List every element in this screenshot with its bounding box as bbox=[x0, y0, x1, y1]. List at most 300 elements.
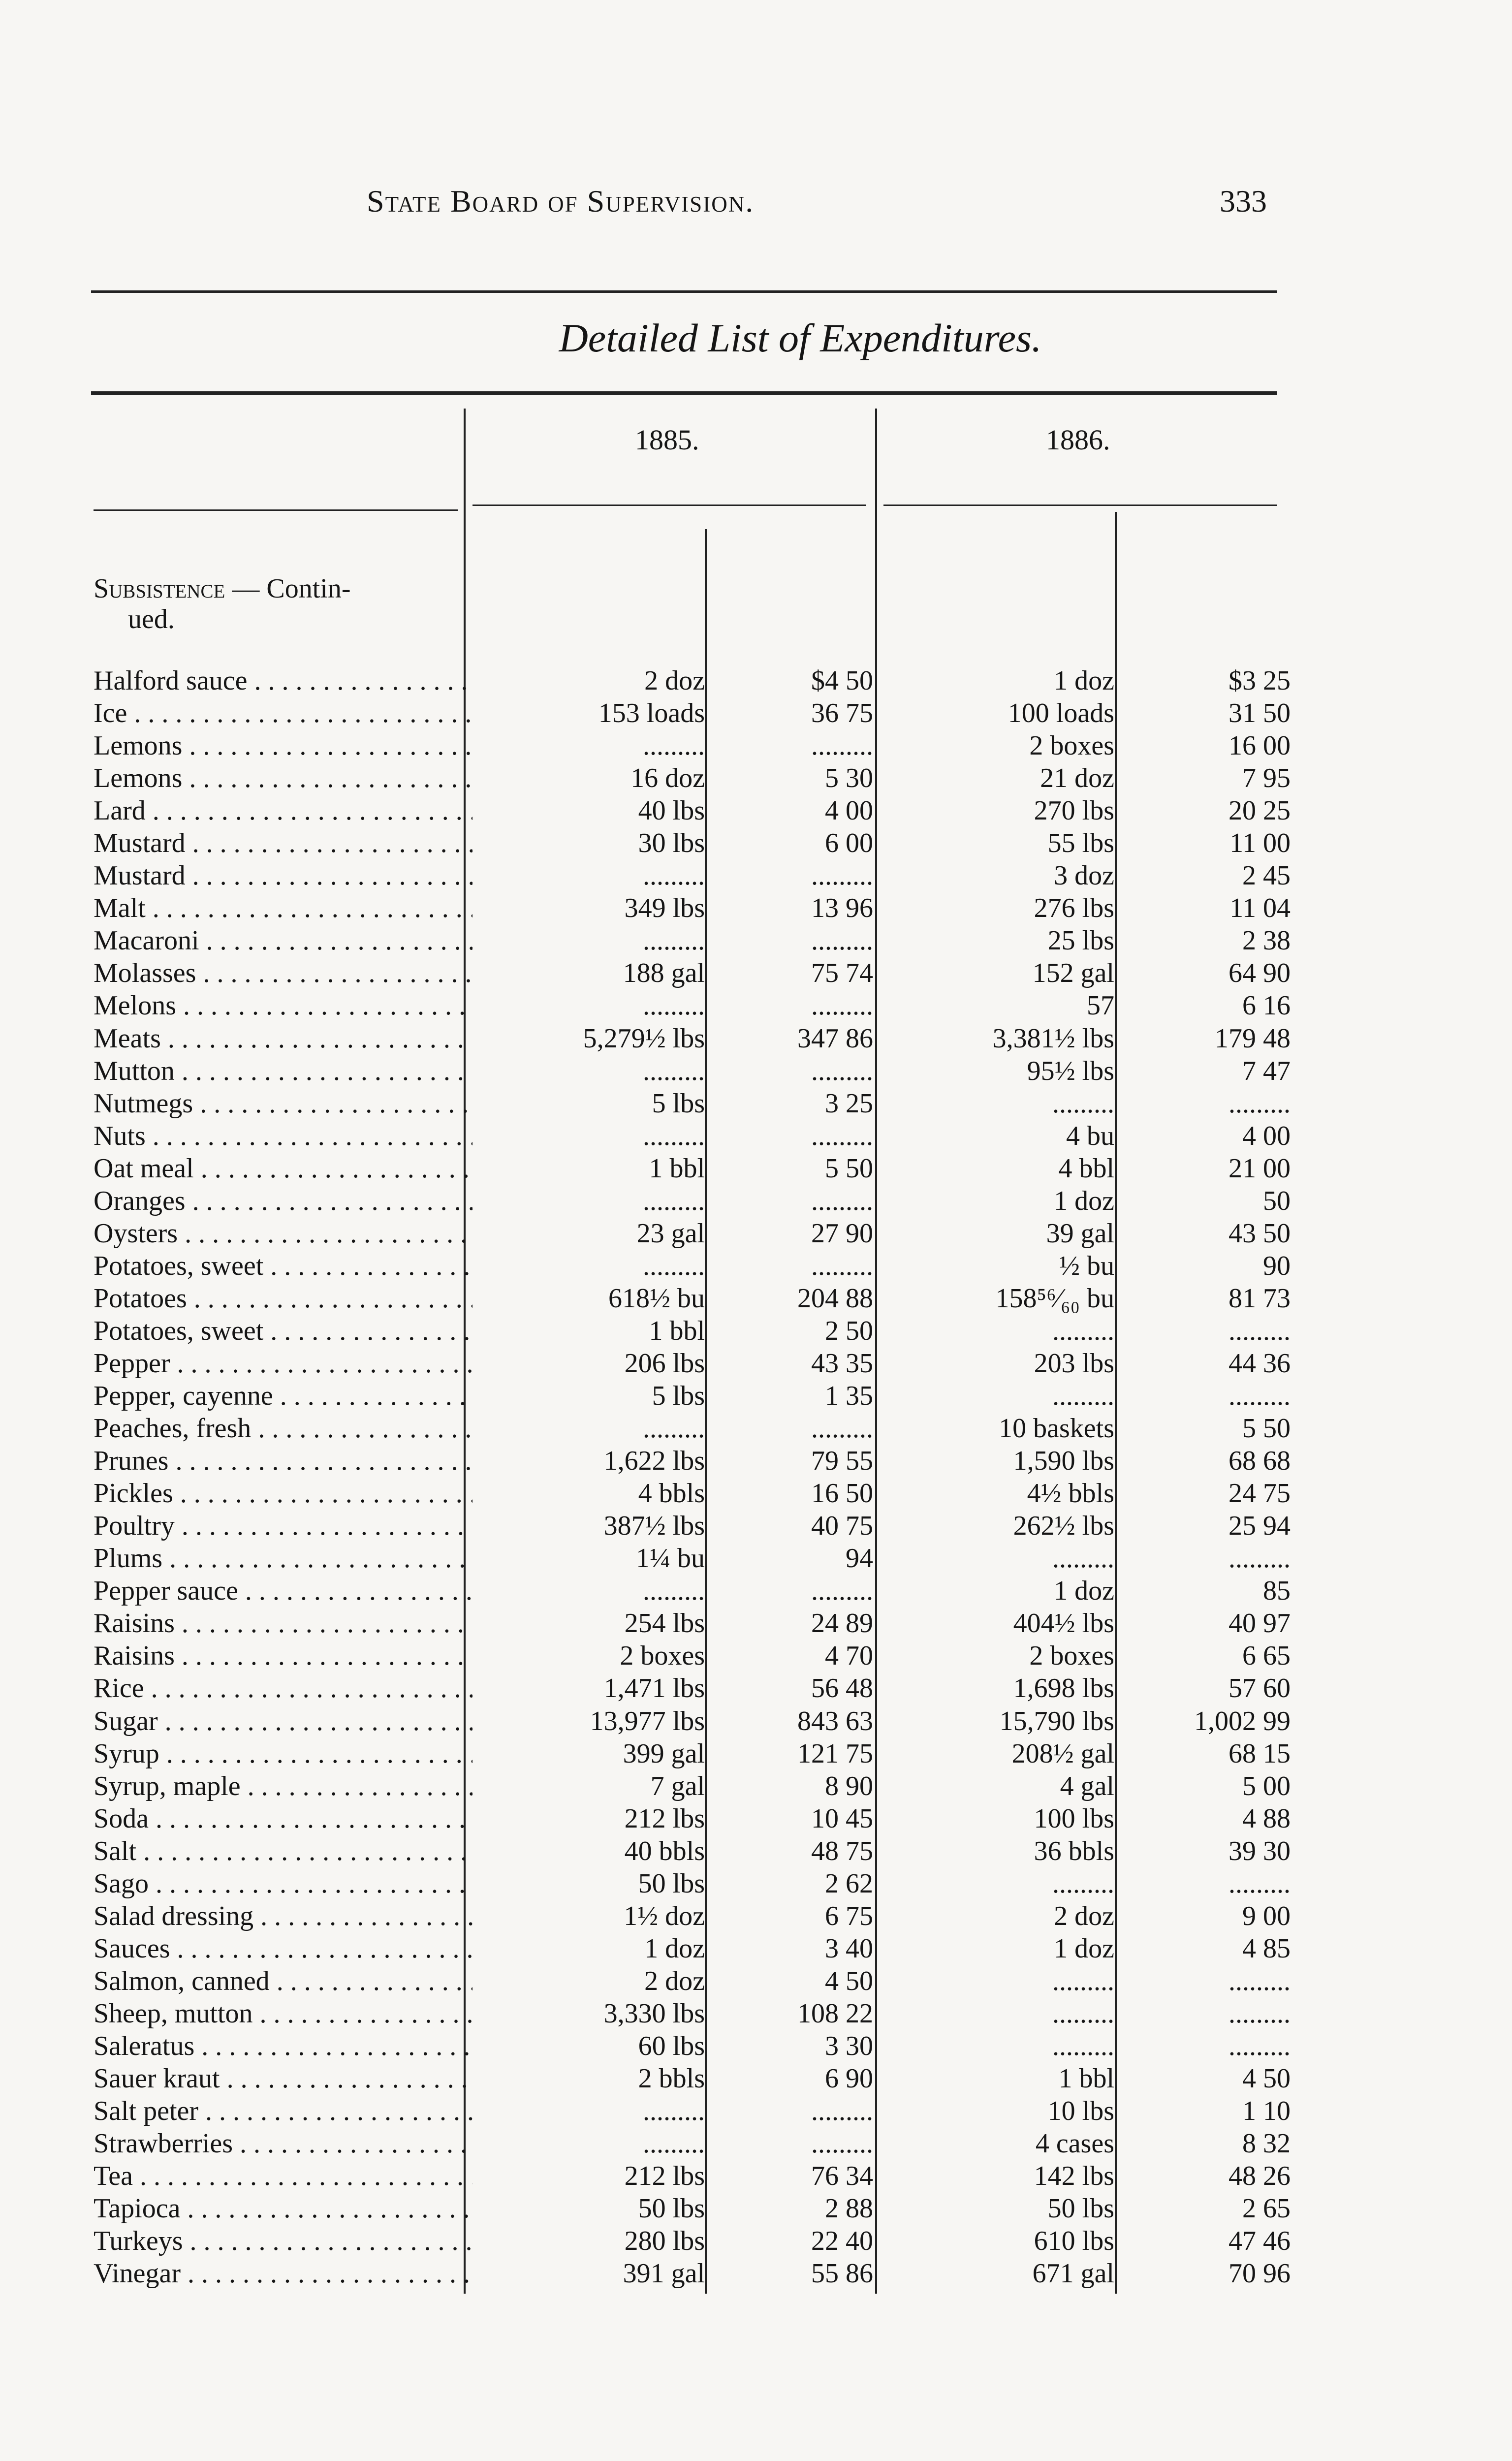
quantity-1885: 23 gal bbox=[636, 1218, 705, 1249]
table-row bbox=[0, 1477, 1512, 1510]
item-name: Vinegar . . . bbox=[94, 2257, 472, 2290]
top-rule bbox=[91, 290, 1277, 293]
item-name: Melons . . . bbox=[94, 989, 472, 1022]
amount-1885: 2 88 bbox=[825, 2193, 873, 2224]
table-row bbox=[0, 1867, 1512, 1900]
item-name: Sugar . . . bbox=[94, 1705, 472, 1737]
amount-1885: 75 74 bbox=[811, 958, 873, 989]
quantity-1885: 5,279½ lbs bbox=[583, 1023, 705, 1054]
amount-1886: 70 96 bbox=[1228, 2258, 1291, 2289]
quantity-1885: 206 lbs bbox=[624, 1348, 705, 1379]
amount-1886: 8 32 bbox=[1242, 2128, 1291, 2159]
quantity-1885: 3,330 lbs bbox=[603, 1998, 705, 2029]
page-header bbox=[0, 183, 1512, 242]
quantity-1886: ......... bbox=[1052, 1965, 1114, 1996]
table-row bbox=[0, 2160, 1512, 2192]
quantity-1885: ......... bbox=[643, 2096, 705, 2127]
quantity-1886: 1 doz bbox=[1054, 1185, 1114, 1216]
amount-1886: ......... bbox=[1228, 1381, 1291, 1412]
running-title: State Board of Supervision. bbox=[367, 184, 755, 219]
table-row bbox=[0, 1607, 1512, 1640]
quantity-1885: 13,977 lbs bbox=[590, 1705, 705, 1736]
quantity-1886: 208½ gal bbox=[1011, 1738, 1114, 1769]
amount-1886: ......... bbox=[1228, 1088, 1291, 1119]
header-rule-item bbox=[94, 509, 458, 511]
amount-1886: 39 30 bbox=[1228, 1835, 1291, 1866]
amount-1886: 7 47 bbox=[1242, 1055, 1291, 1086]
amount-1886: 4 50 bbox=[1242, 2063, 1291, 2094]
amount-1886: 1 10 bbox=[1242, 2096, 1291, 2127]
amount-1885: 3 25 bbox=[825, 1088, 873, 1119]
table-row bbox=[0, 2062, 1512, 2095]
amount-1885: ......... bbox=[811, 1250, 873, 1281]
amount-1885: 3 30 bbox=[825, 2030, 873, 2061]
quantity-1885: 391 gal bbox=[623, 2258, 705, 2289]
quantity-1885: 212 lbs bbox=[624, 1803, 705, 1834]
item-name: Malt . . . bbox=[94, 892, 472, 924]
table-row bbox=[0, 1640, 1512, 1672]
quantity-1886: 4½ bbls bbox=[1027, 1478, 1114, 1509]
item-name: Rice . . . bbox=[94, 1672, 472, 1704]
amount-1886: 5 50 bbox=[1242, 1413, 1291, 1444]
item-name: Saleratus . . . bbox=[94, 2030, 472, 2062]
table-row bbox=[0, 2030, 1512, 2062]
amount-1885: 2 62 bbox=[825, 1868, 873, 1899]
quantity-1885: 212 lbs bbox=[624, 2161, 705, 2192]
amount-1885: 4 70 bbox=[825, 1641, 873, 1672]
amount-1885: 1 35 bbox=[825, 1381, 873, 1412]
amount-1886: 6 65 bbox=[1242, 1641, 1291, 1672]
table-row bbox=[0, 1315, 1512, 1347]
amount-1886: 11 00 bbox=[1229, 828, 1291, 859]
quantity-1885: 16 doz bbox=[630, 763, 705, 794]
table-row bbox=[0, 1705, 1512, 1737]
quantity-1885: 188 gal bbox=[623, 958, 705, 989]
amount-1885: 94 bbox=[846, 1543, 873, 1574]
amount-1886: 7 95 bbox=[1242, 763, 1291, 794]
item-name: Sauces . . . bbox=[94, 1932, 472, 1965]
amount-1885: 79 55 bbox=[811, 1446, 873, 1477]
amount-1886: 4 85 bbox=[1242, 1933, 1291, 1964]
quantity-1885: ......... bbox=[643, 2128, 705, 2159]
quantity-1885: 254 lbs bbox=[624, 1608, 705, 1639]
quantity-1886: 4 bu bbox=[1066, 1120, 1114, 1151]
quantity-1885: 1,622 lbs bbox=[603, 1446, 705, 1477]
item-name: Raisins . . . bbox=[94, 1640, 472, 1672]
item-name: Molasses . . . bbox=[94, 957, 472, 989]
amount-1885: ......... bbox=[811, 2096, 873, 2127]
quantity-1886: 1,590 lbs bbox=[1013, 1446, 1114, 1477]
amount-1885: 6 90 bbox=[825, 2063, 873, 2094]
table-row bbox=[0, 1510, 1512, 1542]
amount-1886: 6 16 bbox=[1242, 990, 1291, 1021]
quantity-1886: ½ bu bbox=[1059, 1250, 1114, 1281]
amount-1886: 68 68 bbox=[1228, 1446, 1291, 1477]
quantity-1886: ......... bbox=[1052, 1543, 1114, 1574]
quantity-1885: ......... bbox=[643, 1120, 705, 1151]
amount-1886: 2 38 bbox=[1242, 925, 1291, 956]
table-row bbox=[0, 1542, 1512, 1575]
amount-1885: 5 30 bbox=[825, 763, 873, 794]
item-name: Syrup, maple . . . bbox=[94, 1770, 472, 1802]
item-name: Oat meal . . . bbox=[94, 1152, 472, 1185]
quantity-1886: 158⁵⁶⁄₆₀ bu bbox=[995, 1283, 1114, 1314]
quantity-1885: 1 bbl bbox=[649, 1315, 705, 1346]
amount-1886: ......... bbox=[1228, 1965, 1291, 1996]
quantity-1885: 1¼ bu bbox=[636, 1543, 705, 1574]
quantity-1886: 610 lbs bbox=[1034, 2226, 1114, 2257]
table-row bbox=[0, 1412, 1512, 1445]
table-row bbox=[0, 1185, 1512, 1217]
table-row bbox=[0, 1900, 1512, 1932]
table-row bbox=[0, 664, 1512, 697]
item-name: Potatoes, sweet . . . bbox=[94, 1250, 472, 1282]
quantity-1885: 2 doz bbox=[644, 1965, 705, 1996]
item-name: Salt peter . . . bbox=[94, 2095, 472, 2127]
amount-1885: 36 75 bbox=[811, 698, 873, 729]
quantity-1885: 7 gal bbox=[650, 1770, 705, 1801]
item-name: Peaches, fresh . . . bbox=[94, 1412, 472, 1445]
quantity-1886: 21 doz bbox=[1040, 763, 1114, 794]
amount-1886: 5 00 bbox=[1242, 1770, 1291, 1801]
amount-1886: 68 15 bbox=[1228, 1738, 1291, 1769]
quantity-1886: ......... bbox=[1052, 2030, 1114, 2061]
quantity-1885: 1 doz bbox=[644, 1933, 705, 1964]
amount-1886: 47 46 bbox=[1228, 2226, 1291, 2257]
amount-1885: 6 00 bbox=[825, 828, 873, 859]
item-name: Sheep, mutton . . . bbox=[94, 1997, 472, 2030]
quantity-1885: 2 boxes bbox=[620, 1641, 705, 1672]
table-row bbox=[0, 794, 1512, 827]
table-row bbox=[0, 892, 1512, 924]
amount-1886: 4 88 bbox=[1242, 1803, 1291, 1834]
quantity-1885: 1,471 lbs bbox=[603, 1673, 705, 1704]
table-row bbox=[0, 1152, 1512, 1185]
quantity-1885: 2 doz bbox=[644, 665, 705, 696]
table-row bbox=[0, 1022, 1512, 1055]
amount-1886: 179 48 bbox=[1215, 1023, 1291, 1054]
quantity-1885: 40 bbls bbox=[624, 1835, 705, 1866]
quantity-1886: 4 bbl bbox=[1058, 1153, 1114, 1184]
quantity-1885: 1½ doz bbox=[624, 1900, 705, 1931]
amount-1886: 20 25 bbox=[1228, 795, 1291, 826]
table-title: Detailed List of Expenditures. bbox=[559, 316, 1042, 360]
amount-1885: 27 90 bbox=[811, 1218, 873, 1249]
quantity-1886: 36 bbls bbox=[1034, 1835, 1114, 1866]
amount-1886: 81 73 bbox=[1228, 1283, 1291, 1314]
quantity-1885: 30 lbs bbox=[638, 828, 705, 859]
amount-1885: 5 50 bbox=[825, 1153, 873, 1184]
quantity-1885: 280 lbs bbox=[624, 2226, 705, 2257]
table-row bbox=[0, 1120, 1512, 1152]
quantity-1886: 2 doz bbox=[1054, 1900, 1114, 1931]
quantity-1886: 100 lbs bbox=[1034, 1803, 1114, 1834]
quantity-1885: ......... bbox=[643, 1413, 705, 1444]
section-title: Subsistence bbox=[94, 573, 225, 604]
quantity-1885: 399 gal bbox=[623, 1738, 705, 1769]
item-name: Strawberries . . . bbox=[94, 2127, 472, 2160]
item-name: Pepper sauce . . . bbox=[94, 1575, 472, 1607]
page-number: 333 bbox=[1220, 184, 1267, 219]
table-row bbox=[0, 1737, 1512, 1770]
quantity-1885: ......... bbox=[643, 990, 705, 1021]
item-name: Poultry . . . bbox=[94, 1510, 472, 1542]
quantity-1886: 1 bbl bbox=[1058, 2063, 1114, 2094]
amount-1885: ......... bbox=[811, 925, 873, 956]
amount-1886: 43 50 bbox=[1228, 1218, 1291, 1249]
amount-1885: 16 50 bbox=[811, 1478, 873, 1509]
amount-1885: 3 40 bbox=[825, 1933, 873, 1964]
item-name: Plums . . . bbox=[94, 1542, 472, 1575]
item-name: Soda . . . bbox=[94, 1802, 472, 1835]
quantity-1885: 5 lbs bbox=[652, 1381, 705, 1412]
amount-1886: ......... bbox=[1228, 1998, 1291, 2029]
item-name: Raisins . . . bbox=[94, 1607, 472, 1640]
item-name: Tea . . . bbox=[94, 2160, 472, 2192]
amount-1885: 43 35 bbox=[811, 1348, 873, 1379]
amount-1885: 108 22 bbox=[797, 1998, 873, 2029]
quantity-1886: 25 lbs bbox=[1047, 925, 1114, 956]
amount-1886: 48 26 bbox=[1228, 2161, 1291, 2192]
amount-1886: 44 36 bbox=[1228, 1348, 1291, 1379]
item-name: Meats . . . bbox=[94, 1022, 472, 1055]
item-name: Oysters . . . bbox=[94, 1217, 472, 1250]
quantity-1886: 152 gal bbox=[1032, 958, 1114, 989]
amount-1886: 1,002 99 bbox=[1194, 1705, 1291, 1736]
table-row bbox=[0, 1282, 1512, 1315]
amount-1886: 90 bbox=[1263, 1250, 1291, 1281]
amount-1885: 13 96 bbox=[811, 893, 873, 924]
item-name: Halford sauce . . . bbox=[94, 664, 472, 697]
amount-1886: ......... bbox=[1228, 1315, 1291, 1346]
quantity-1886: 4 gal bbox=[1060, 1770, 1114, 1801]
column-header-1885: 1885. bbox=[635, 424, 699, 456]
item-name: Lard . . . bbox=[94, 794, 472, 827]
quantity-1886: 2 boxes bbox=[1029, 730, 1114, 761]
amount-1885: ......... bbox=[811, 1413, 873, 1444]
table-row bbox=[0, 1932, 1512, 1965]
quantity-1885: ......... bbox=[643, 1576, 705, 1607]
item-name: Oranges . . . bbox=[94, 1185, 472, 1217]
item-name: Sago . . . bbox=[94, 1867, 472, 1900]
quantity-1886: 15,790 lbs bbox=[999, 1705, 1114, 1736]
quantity-1886: 262½ lbs bbox=[1013, 1511, 1114, 1542]
amount-1885: 6 75 bbox=[825, 1900, 873, 1931]
quantity-1885: ......... bbox=[643, 925, 705, 956]
table-row bbox=[0, 957, 1512, 989]
quantity-1886: 142 lbs bbox=[1034, 2161, 1114, 2192]
quantity-1886: 10 lbs bbox=[1047, 2096, 1114, 2127]
amount-1885: 56 48 bbox=[811, 1673, 873, 1704]
amount-1886: $3 25 bbox=[1228, 665, 1291, 696]
amount-1886: 50 bbox=[1263, 1185, 1291, 1216]
amount-1885: ......... bbox=[811, 990, 873, 1021]
quantity-1885: 40 lbs bbox=[638, 795, 705, 826]
quantity-1886: ......... bbox=[1052, 1998, 1114, 2029]
amount-1886: 25 94 bbox=[1228, 1511, 1291, 1542]
table-row bbox=[0, 1965, 1512, 1997]
amount-1885: 22 40 bbox=[811, 2226, 873, 2257]
quantity-1886: 95½ lbs bbox=[1027, 1055, 1114, 1086]
quantity-1885: ......... bbox=[643, 1185, 705, 1216]
quantity-1886: 39 gal bbox=[1046, 1218, 1114, 1249]
quantity-1886: 276 lbs bbox=[1034, 893, 1114, 924]
table-row bbox=[0, 1672, 1512, 1704]
quantity-1886: 57 bbox=[1087, 990, 1114, 1021]
amount-1886: ......... bbox=[1228, 1543, 1291, 1574]
amount-1885: 48 75 bbox=[811, 1835, 873, 1866]
quantity-1886: 50 lbs bbox=[1047, 2193, 1114, 2224]
quantity-1885: 50 lbs bbox=[638, 1868, 705, 1899]
amount-1885: 40 75 bbox=[811, 1511, 873, 1542]
section-continuation: ued. bbox=[128, 604, 175, 634]
table-row bbox=[0, 2192, 1512, 2225]
table-row bbox=[0, 2257, 1512, 2290]
table-row bbox=[0, 2225, 1512, 2257]
amount-1886: 21 00 bbox=[1228, 1153, 1291, 1184]
amount-1885: ......... bbox=[811, 1576, 873, 1607]
table-row bbox=[0, 827, 1512, 859]
quantity-1886: ......... bbox=[1052, 1868, 1114, 1899]
table-row bbox=[0, 1217, 1512, 1250]
header-rule-1886 bbox=[883, 505, 1277, 506]
table-row bbox=[0, 697, 1512, 729]
quantity-1886: 1 doz bbox=[1054, 1576, 1114, 1607]
amount-1885: 4 50 bbox=[825, 1965, 873, 1996]
header-rule-1885 bbox=[472, 505, 866, 506]
table-row bbox=[0, 2127, 1512, 2160]
amount-1886: 2 45 bbox=[1242, 860, 1291, 891]
table-row bbox=[0, 1575, 1512, 1607]
amount-1885: 55 86 bbox=[811, 2258, 873, 2289]
amount-1886: 85 bbox=[1263, 1576, 1291, 1607]
section-suffix: — Contin- bbox=[225, 573, 351, 604]
table-row bbox=[0, 1997, 1512, 2030]
item-name: Nutmegs . . . bbox=[94, 1087, 472, 1120]
amount-1886: 2 65 bbox=[1242, 2193, 1291, 2224]
item-name: Sauer kraut . . . bbox=[94, 2062, 472, 2095]
table-row bbox=[0, 1802, 1512, 1835]
item-name: Mustard . . . bbox=[94, 859, 472, 892]
column-header-1886: 1886. bbox=[1046, 424, 1110, 456]
table-row bbox=[0, 989, 1512, 1022]
amount-1885: ......... bbox=[811, 1055, 873, 1086]
quantity-1886: 203 lbs bbox=[1034, 1348, 1114, 1379]
item-name: Salt . . . bbox=[94, 1835, 472, 1867]
amount-1886: 11 04 bbox=[1229, 893, 1291, 924]
amount-1885: 204 88 bbox=[797, 1283, 873, 1314]
item-name: Pickles . . . bbox=[94, 1477, 472, 1510]
quantity-1885: 60 lbs bbox=[638, 2030, 705, 2061]
amount-1886: 64 90 bbox=[1228, 958, 1291, 989]
item-name: Pepper . . . bbox=[94, 1347, 472, 1380]
table-row bbox=[0, 729, 1512, 762]
amount-1885: 843 63 bbox=[797, 1705, 873, 1736]
amount-1885: ......... bbox=[811, 2128, 873, 2159]
amount-1885: 347 86 bbox=[797, 1023, 873, 1054]
table-row bbox=[0, 1380, 1512, 1412]
quantity-1885: ......... bbox=[643, 1250, 705, 1281]
quantity-1886: 270 lbs bbox=[1034, 795, 1114, 826]
amount-1885: $4 50 bbox=[811, 665, 873, 696]
item-name: Salad dressing . . . bbox=[94, 1900, 472, 1932]
table-row bbox=[0, 1445, 1512, 1477]
item-name: Pepper, cayenne . . . bbox=[94, 1380, 472, 1412]
amount-1886: 40 97 bbox=[1228, 1608, 1291, 1639]
amount-1886: ......... bbox=[1228, 1868, 1291, 1899]
quantity-1886: 1 doz bbox=[1054, 665, 1114, 696]
quantity-1885: 1 bbl bbox=[649, 1153, 705, 1184]
item-name: Lemons . . . bbox=[94, 729, 472, 762]
quantity-1885: 4 bbls bbox=[638, 1478, 705, 1509]
quantity-1886: 1,698 lbs bbox=[1013, 1673, 1114, 1704]
amount-1885: 24 89 bbox=[811, 1608, 873, 1639]
item-name: Ice . . . bbox=[94, 697, 472, 729]
amount-1885: 121 75 bbox=[797, 1738, 873, 1769]
title-rule bbox=[91, 391, 1277, 395]
amount-1886: 9 00 bbox=[1242, 1900, 1291, 1931]
amount-1886: ......... bbox=[1228, 2030, 1291, 2061]
quantity-1885: 618½ bu bbox=[608, 1283, 705, 1314]
table-row bbox=[0, 2095, 1512, 2127]
quantity-1886: 4 cases bbox=[1035, 2128, 1114, 2159]
item-name: Lemons . . . bbox=[94, 762, 472, 794]
amount-1886: 24 75 bbox=[1228, 1478, 1291, 1509]
quantity-1886: 671 gal bbox=[1032, 2258, 1114, 2289]
table-row bbox=[0, 1347, 1512, 1380]
item-name: Potatoes, sweet . . . bbox=[94, 1315, 472, 1347]
table-row bbox=[0, 1250, 1512, 1282]
section-heading bbox=[94, 573, 350, 634]
quantity-1886: 10 baskets bbox=[999, 1413, 1114, 1444]
item-name: Potatoes . . . bbox=[94, 1282, 472, 1315]
item-name: Mustard . . . bbox=[94, 827, 472, 859]
amount-1885: 4 00 bbox=[825, 795, 873, 826]
quantity-1886: ......... bbox=[1052, 1088, 1114, 1119]
quantity-1885: 2 bbls bbox=[638, 2063, 705, 2094]
quantity-1885: ......... bbox=[643, 1055, 705, 1086]
quantity-1886: ......... bbox=[1052, 1381, 1114, 1412]
quantity-1885: 349 lbs bbox=[624, 893, 705, 924]
quantity-1886: ......... bbox=[1052, 1315, 1114, 1346]
quantity-1886: 404½ lbs bbox=[1013, 1608, 1114, 1639]
quantity-1885: ......... bbox=[643, 860, 705, 891]
table-row bbox=[0, 1770, 1512, 1802]
expenditure-table bbox=[0, 664, 1512, 2290]
table-row bbox=[0, 924, 1512, 957]
table-row bbox=[0, 1835, 1512, 1867]
amount-1886: 4 00 bbox=[1242, 1120, 1291, 1151]
quantity-1885: 5 lbs bbox=[652, 1088, 705, 1119]
amount-1885: ......... bbox=[811, 1185, 873, 1216]
quantity-1885: 50 lbs bbox=[638, 2193, 705, 2224]
table-row bbox=[0, 1055, 1512, 1087]
quantity-1886: 3,381½ lbs bbox=[992, 1023, 1114, 1054]
item-name: Salmon, canned . . . bbox=[94, 1965, 472, 1997]
quantity-1886: 2 boxes bbox=[1029, 1641, 1114, 1672]
amount-1885: ......... bbox=[811, 860, 873, 891]
item-name: Prunes . . . bbox=[94, 1445, 472, 1477]
table-row bbox=[0, 762, 1512, 794]
quantity-1885: ......... bbox=[643, 730, 705, 761]
amount-1885: 76 34 bbox=[811, 2161, 873, 2192]
amount-1885: ......... bbox=[811, 730, 873, 761]
item-name: Turkeys . . . bbox=[94, 2225, 472, 2257]
quantity-1885: 153 loads bbox=[598, 698, 705, 729]
item-name: Mutton . . . bbox=[94, 1055, 472, 1087]
amount-1885: 8 90 bbox=[825, 1770, 873, 1801]
table-row bbox=[0, 859, 1512, 892]
